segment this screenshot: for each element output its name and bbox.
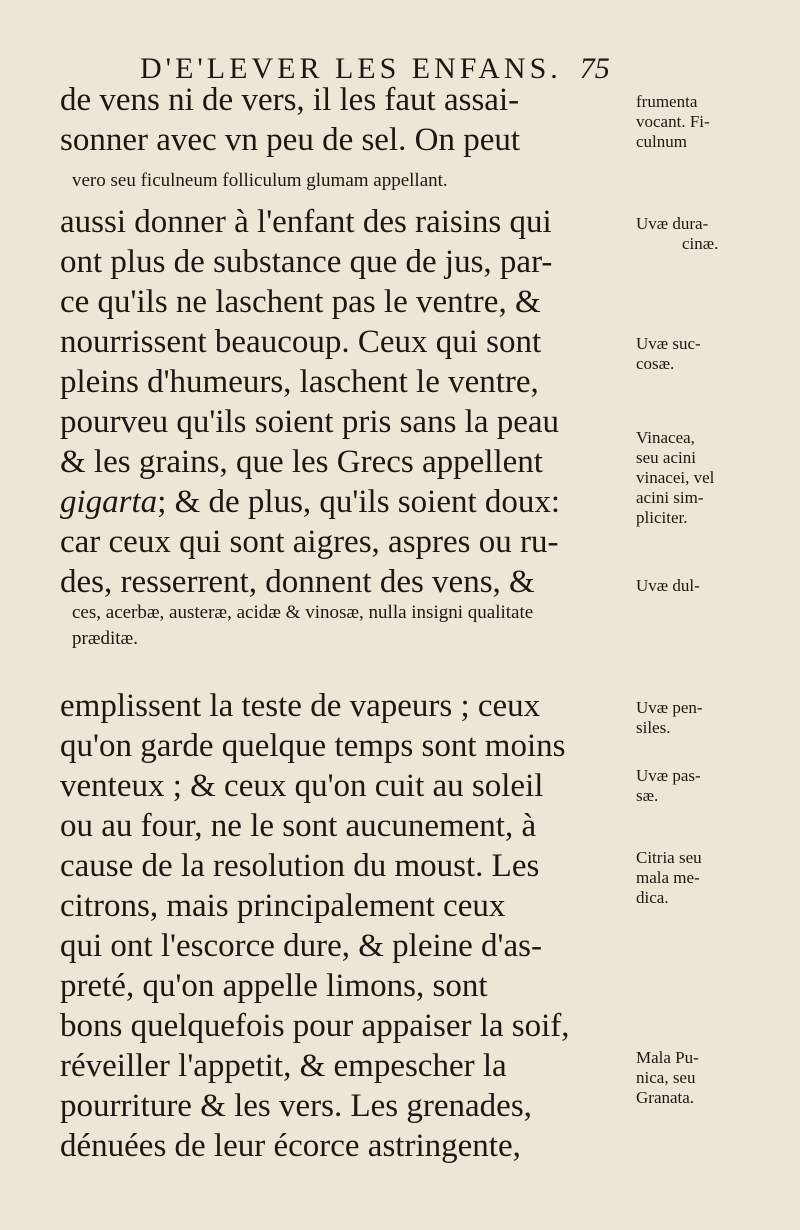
margin-line: nica, seu bbox=[636, 1068, 696, 1087]
text-line: emplissent la teste de vapeurs ; ceux bbox=[60, 688, 541, 724]
margin-line: Citria seu bbox=[636, 848, 702, 867]
text-line: des, resserrent, donnent des vens, & bbox=[60, 564, 535, 600]
margin-note-uvae-dulces bbox=[636, 576, 796, 596]
margin-line: seu acini bbox=[636, 448, 696, 467]
page-number: 75 bbox=[579, 52, 610, 85]
margin-note-uvae-passae bbox=[636, 766, 796, 806]
text-line: pleins d'humeurs, laschent le ventre, bbox=[60, 364, 539, 400]
margin-line: mala me- bbox=[636, 868, 700, 887]
margin-line: Uvæ pas- bbox=[636, 766, 701, 785]
margin-line: Uvæ dura- bbox=[636, 214, 709, 233]
margin-line: dica. bbox=[636, 888, 669, 907]
text-line: ont plus de substance que de jus, par- bbox=[60, 244, 553, 280]
running-title: D'E'LEVER LES ENFANS. bbox=[140, 52, 562, 85]
text-line: de vens ni de vers, il les faut assai- bbox=[60, 82, 520, 118]
margin-line: cinæ. bbox=[682, 234, 719, 253]
margin-line: frumenta bbox=[636, 92, 698, 111]
text-line: sonner avec vn peu de sel. On peut bbox=[60, 122, 521, 158]
margin-line: Granata. bbox=[636, 1088, 695, 1107]
text-line: cause de la resolution du moust. Les bbox=[60, 848, 540, 884]
footnote-line: vero seu ficulneum folliculum glumam appellant. bbox=[72, 170, 448, 191]
greek-term: gigarta bbox=[60, 484, 158, 520]
text-line: citrons, mais principalement ceux bbox=[60, 888, 506, 924]
margin-note-frumenta bbox=[636, 92, 796, 152]
main-text-block-2 bbox=[60, 686, 630, 1166]
footnote-2 bbox=[72, 600, 762, 652]
footnote-line: præditæ. bbox=[72, 628, 138, 649]
text-line: qui ont l'escorce dure, & pleine d'as- bbox=[60, 928, 542, 964]
margin-line: cosæ. bbox=[636, 354, 675, 373]
margin-line: pliciter. bbox=[636, 508, 688, 527]
text-fragment: ; & de plus, qu'ils soient doux: bbox=[157, 484, 561, 520]
main-text-block-1 bbox=[60, 80, 630, 160]
margin-line: culnum bbox=[636, 132, 687, 151]
margin-line: Uvæ suc- bbox=[636, 334, 701, 353]
text-line: qu'on garde quelque temps sont moins bbox=[60, 728, 566, 764]
margin-line: sæ. bbox=[636, 786, 659, 805]
text-line: aussi donner à l'enfant des raisins qui bbox=[60, 204, 552, 240]
margin-line: Mala Pu- bbox=[636, 1048, 699, 1067]
text-line: car ceux qui sont aigres, aspres ou ru- bbox=[60, 524, 559, 560]
text-line: & les grains, que les Grecs appellent bbox=[60, 444, 543, 480]
text-line: ou au four, ne le sont aucunement, à bbox=[60, 808, 537, 844]
text-line: preté, qu'on appelle limons, sont bbox=[60, 968, 488, 1004]
margin-line: Uvæ pen- bbox=[636, 698, 703, 717]
text-line-gigarta bbox=[60, 482, 630, 522]
main-text-block-1-cont bbox=[60, 202, 630, 602]
margin-note-uvae-duracinae bbox=[636, 214, 796, 254]
text-line: ce qu'ils ne laschent pas le ventre, & bbox=[60, 284, 541, 320]
margin-note-uvae-succosae bbox=[636, 334, 796, 374]
margin-line: Vinacea, bbox=[636, 428, 695, 447]
footnote-1 bbox=[72, 168, 762, 194]
text-line: réveiller l'appetit, & empescher la bbox=[60, 1048, 507, 1084]
margin-line: vinacei, vel bbox=[636, 468, 715, 487]
margin-line: vocant. Fi- bbox=[636, 112, 710, 131]
text-line: dénuées de leur écorce astringente, bbox=[60, 1128, 521, 1164]
margin-note-vinacea bbox=[636, 428, 796, 528]
margin-line: acini sim- bbox=[636, 488, 704, 507]
margin-note-uvae-pensiles bbox=[636, 698, 796, 738]
text-line: venteux ; & ceux qu'on cuit au soleil bbox=[60, 768, 544, 804]
footnote-line: ces, acerbæ, austeræ, acidæ & vinosæ, nulla insigni qualitate bbox=[72, 602, 534, 623]
margin-line: siles. bbox=[636, 718, 671, 737]
text-line: bons quelquefois pour appaiser la soif, bbox=[60, 1008, 570, 1044]
text-line: nourrissent beaucoup. Ceux qui sont bbox=[60, 324, 542, 360]
margin-line: Uvæ dul- bbox=[636, 576, 700, 595]
text-line: pourveu qu'ils soient pris sans la peau bbox=[60, 404, 560, 440]
text-line: pourriture & les vers. Les grenades, bbox=[60, 1088, 532, 1124]
margin-note-citria bbox=[636, 848, 796, 908]
margin-note-mala-punica bbox=[636, 1048, 796, 1108]
